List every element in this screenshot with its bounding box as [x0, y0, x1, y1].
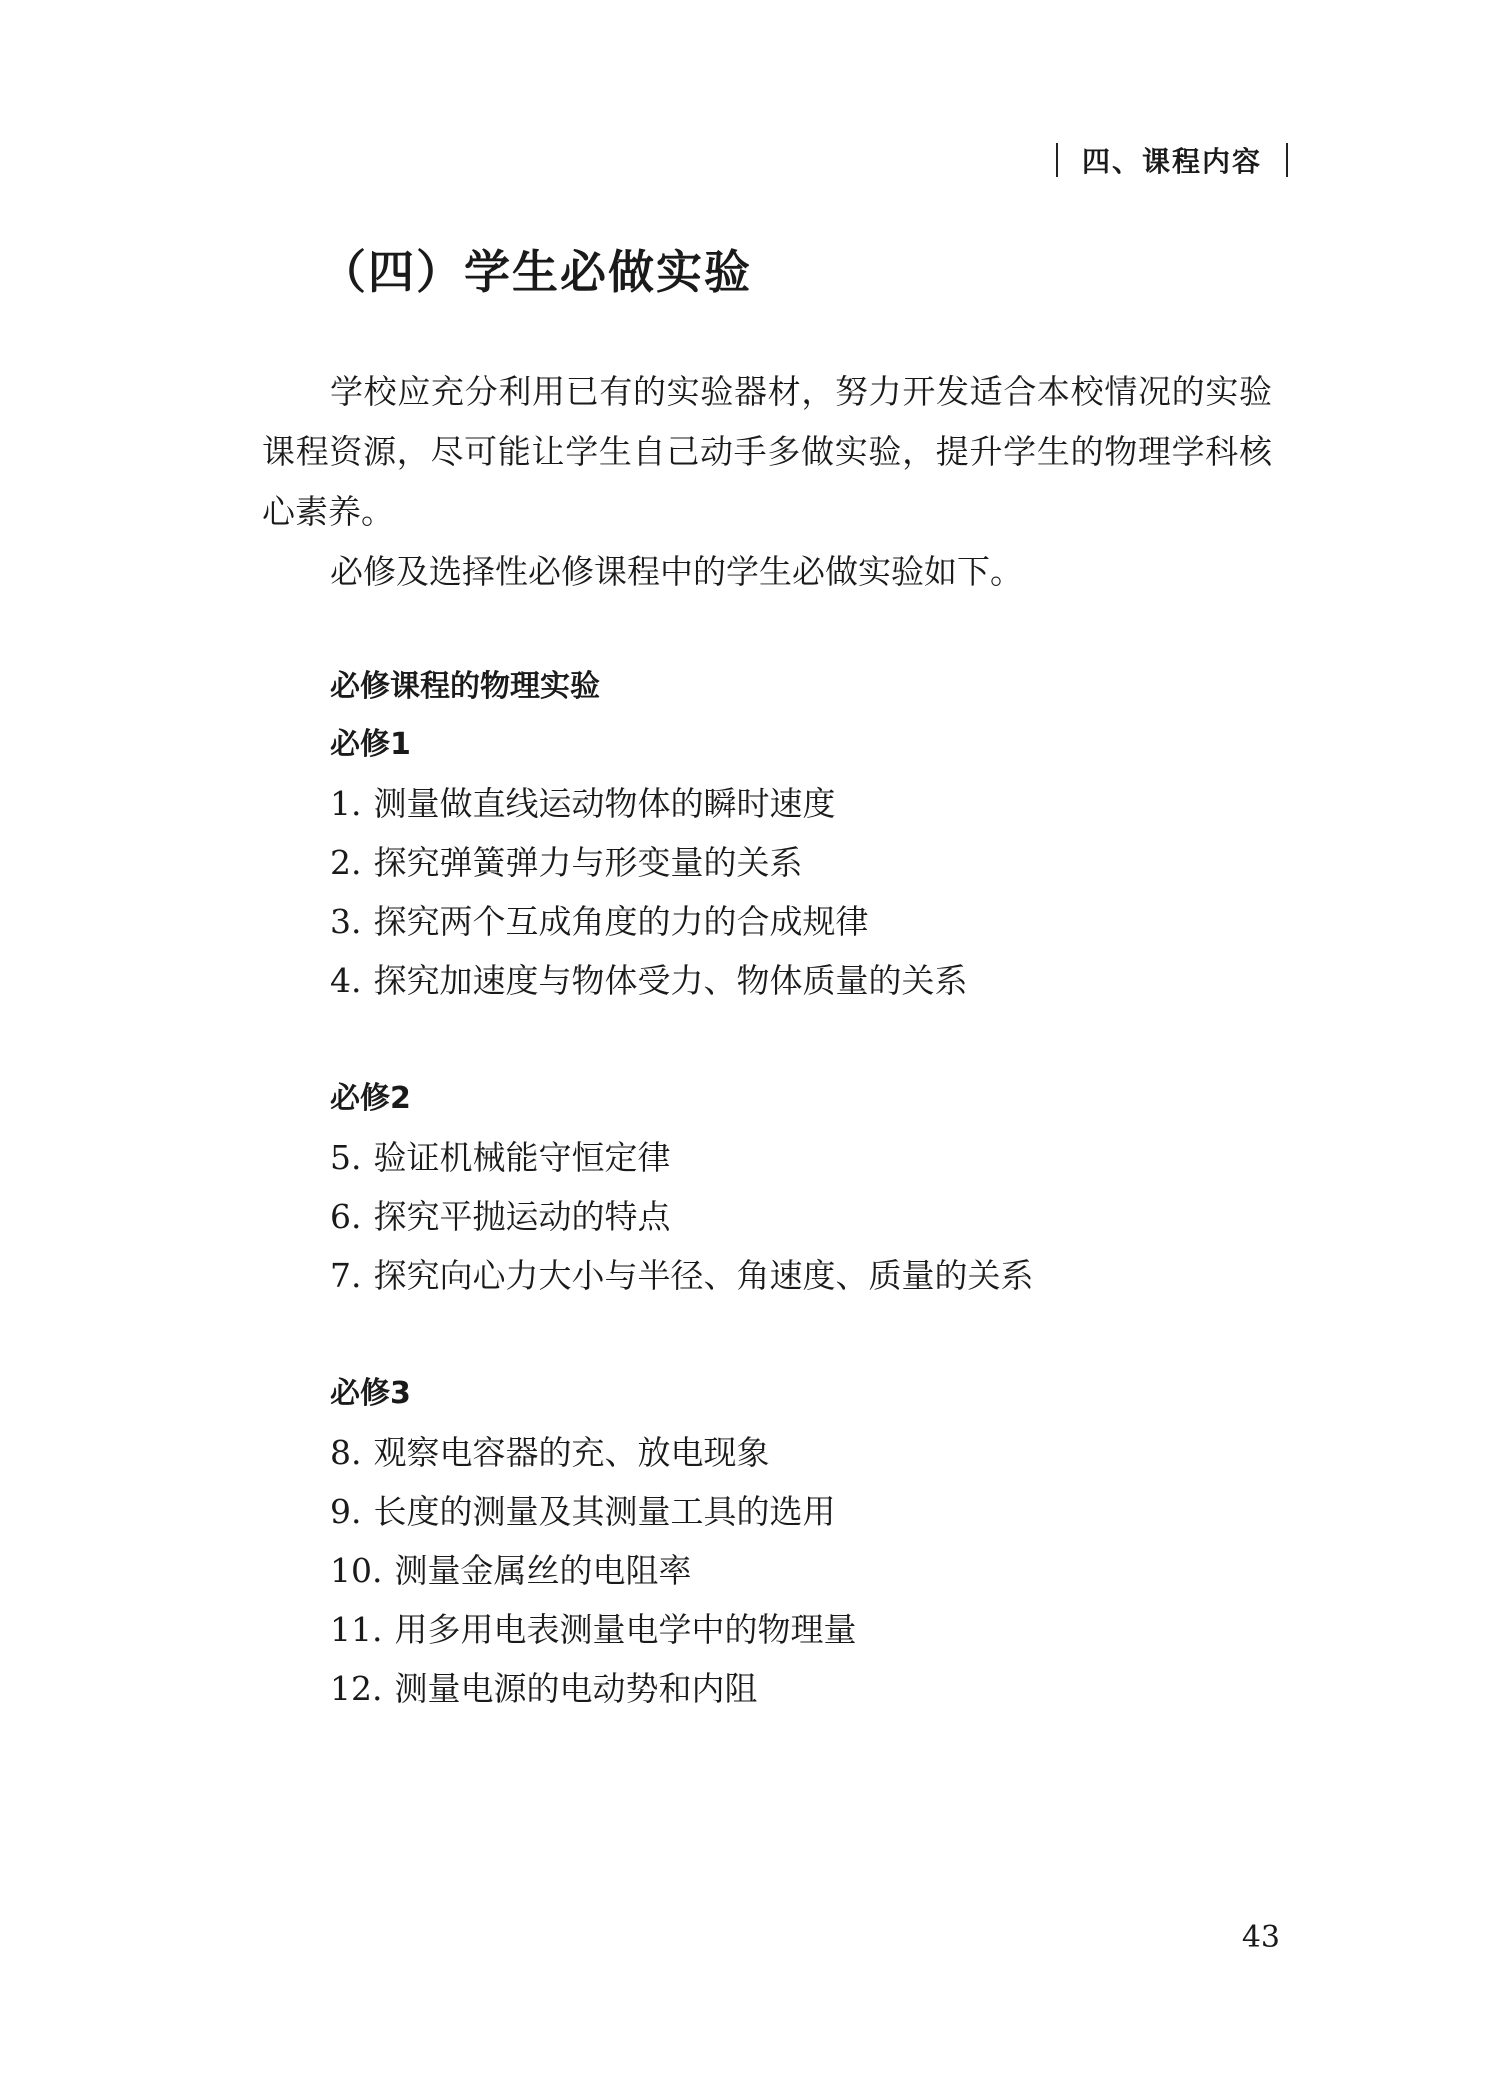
item-text: 观察电容器的充、放电现象 — [373, 1433, 770, 1472]
module-required-2 — [330, 1070, 1230, 1305]
item-number: 4. — [330, 961, 362, 1000]
module-heading: 必修2 — [330, 1081, 411, 1116]
intro-paragraph: 学校应充分利用已有的实验器材，努力开发适合本校情况的实验课程资源，尽可能让学生自己动手多做实验，提升学生的物理学科核心素养。 — [262, 372, 1272, 531]
intro-paragraph: 必修及选择性必修课程中的学生必做实验如下。 — [330, 552, 1023, 591]
item-text: 测量电源的电动势和内阻 — [394, 1669, 758, 1708]
experiment-list — [330, 658, 1230, 1778]
module-required-1 — [330, 716, 1230, 1010]
list-item — [330, 1187, 1230, 1246]
list-item — [330, 1423, 1230, 1482]
item-text: 探究两个互成角度的力的合成规律 — [373, 902, 869, 941]
module-heading: 必修1 — [330, 727, 411, 762]
item-text: 探究平抛运动的特点 — [373, 1197, 671, 1236]
header-left-bar — [1056, 143, 1058, 177]
list-item — [330, 892, 1230, 951]
list-item — [330, 1128, 1230, 1187]
list-item — [330, 1659, 1230, 1718]
section-title: （四）学生必做实验 — [320, 245, 752, 299]
item-number: 12. — [330, 1669, 383, 1708]
item-number: 5. — [330, 1138, 362, 1177]
list-item — [330, 1246, 1230, 1305]
item-text: 测量金属丝的电阻率 — [394, 1551, 692, 1590]
experiment-group-heading: 必修课程的物理实验 — [330, 669, 600, 704]
item-number: 2. — [330, 843, 362, 882]
page-number: 43 — [1241, 1920, 1280, 1955]
item-text: 长度的测量及其测量工具的选用 — [373, 1492, 836, 1531]
item-number: 7. — [330, 1256, 362, 1295]
list-item — [330, 1600, 1230, 1659]
list-item — [330, 1482, 1230, 1541]
list-item — [330, 833, 1230, 892]
item-text: 探究向心力大小与半径、角速度、质量的关系 — [373, 1256, 1034, 1295]
item-number: 9. — [330, 1492, 362, 1531]
item-number: 3. — [330, 902, 362, 941]
item-number: 1. — [330, 784, 362, 823]
item-text: 验证机械能守恒定律 — [373, 1138, 671, 1177]
item-number: 10. — [330, 1551, 383, 1590]
list-item — [330, 774, 1230, 833]
module-heading: 必修3 — [330, 1376, 411, 1411]
item-number: 11. — [330, 1610, 383, 1649]
intro-text — [262, 362, 1272, 602]
list-item — [330, 951, 1230, 1010]
item-text: 探究弹簧弹力与形变量的关系 — [373, 843, 803, 882]
item-text: 用多用电表测量电学中的物理量 — [394, 1610, 857, 1649]
item-text: 测量做直线运动物体的瞬时速度 — [373, 784, 836, 823]
item-number: 6. — [330, 1197, 362, 1236]
running-header — [1056, 140, 1288, 180]
item-text: 探究加速度与物体受力、物体质量的关系 — [373, 961, 968, 1000]
header-title: 四、课程内容 — [1081, 145, 1262, 178]
header-right-bar — [1286, 143, 1288, 177]
item-number: 8. — [330, 1433, 362, 1472]
list-item — [330, 1541, 1230, 1600]
module-required-3 — [330, 1365, 1230, 1718]
